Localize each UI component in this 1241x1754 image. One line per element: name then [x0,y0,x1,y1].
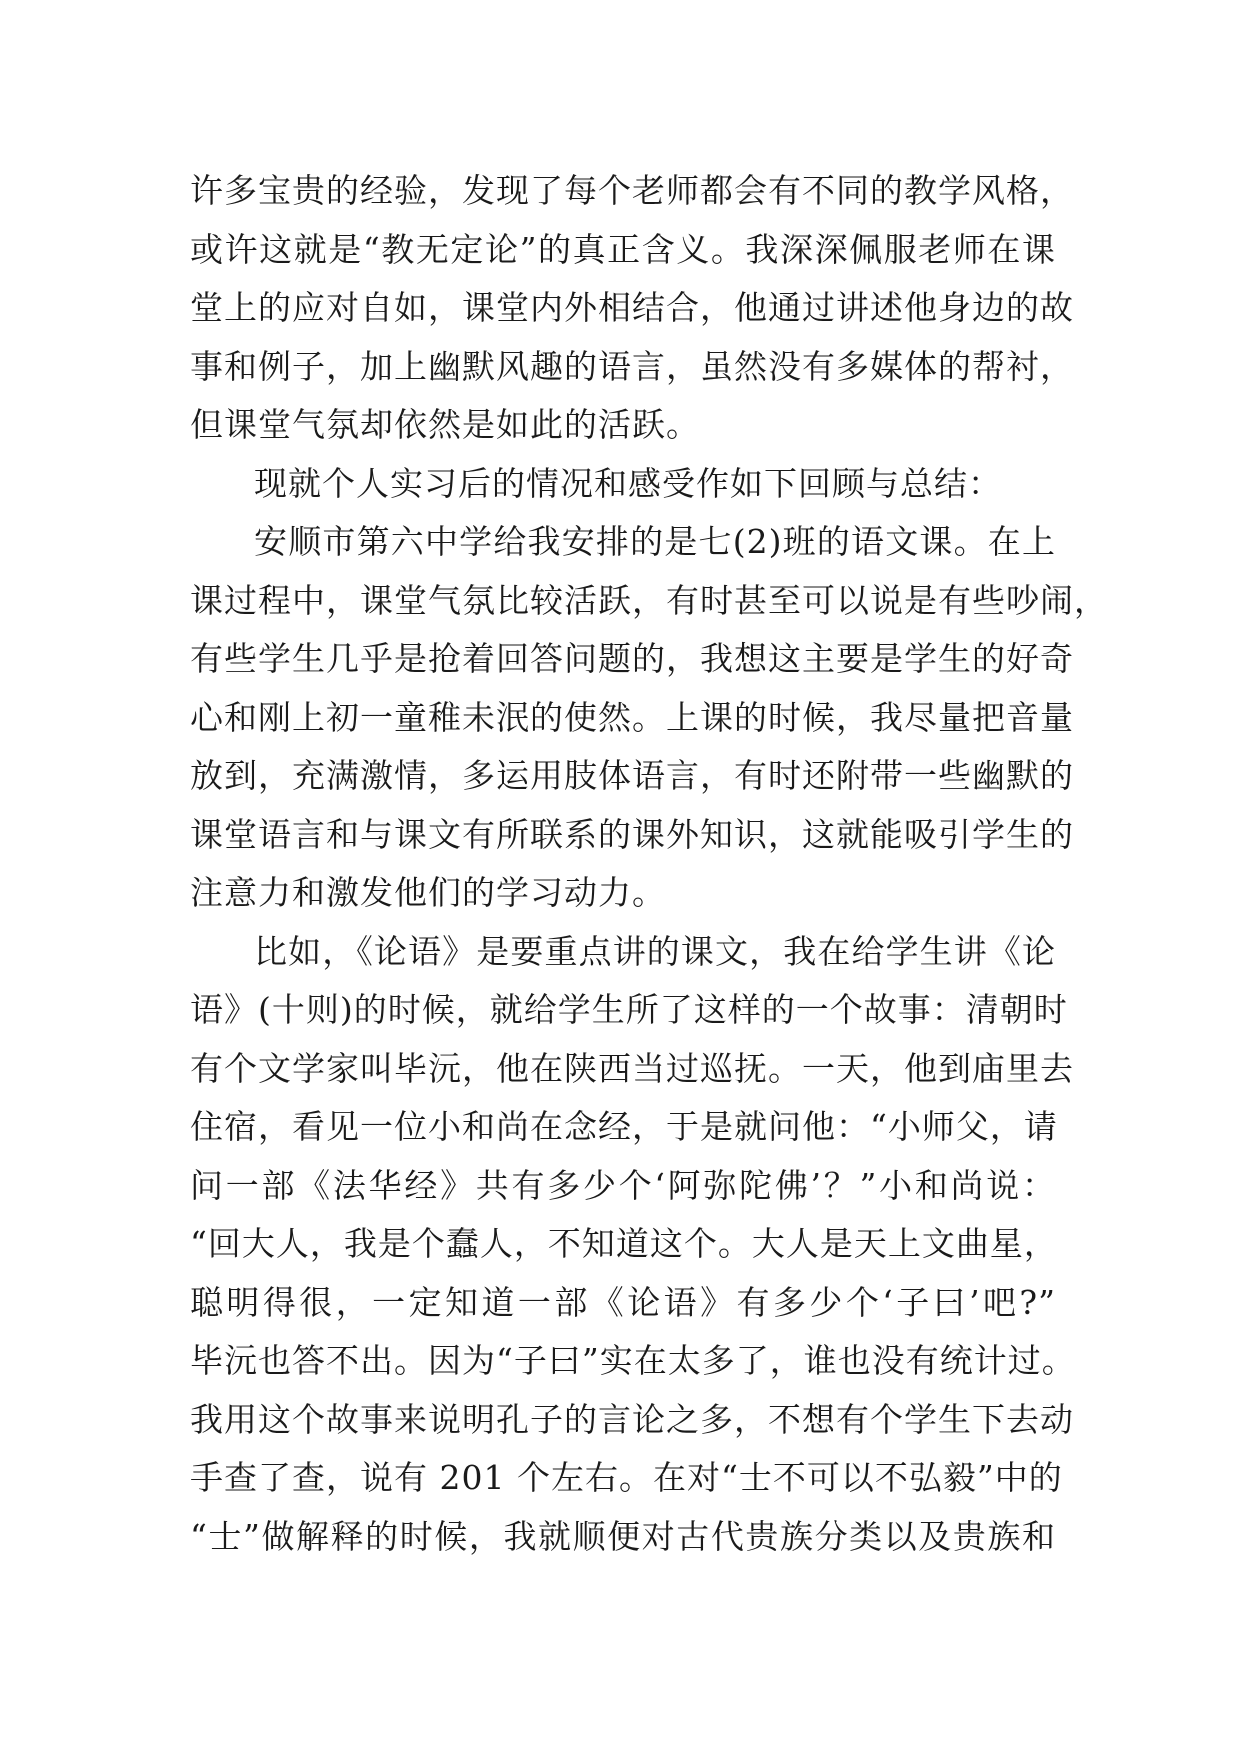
paragraph-first-line: 安顺市第六中学给我安排的是七(2)班的语文课。在上 [254,522,1056,561]
text-line: “回大人，我是个蠢人，不知道这个。大人是天上文曲星， [190,1224,1058,1263]
text-line: 有个文学家叫毕沅，他在陕西当过巡抚。一天，他到庙里去 [190,1048,1074,1088]
text-line: 聪明得很，一定知道一部《论语》有多少个‘子曰’吧?” [190,1282,1056,1322]
text-line: 我用这个故事来说明孔子的言论之多，不想有个学生下去动 [190,1399,1074,1439]
body-text [190,162,1108,1566]
text-line: 许多宝贵的经验，发现了每个老师都会有不同的教学风格， [190,171,1074,210]
text-line: 课过程中，课堂气氛比较活跃，有时甚至可以说是有些吵闹， [190,580,1108,620]
text-line: 住宿，看见一位小和尚在念经，于是就问他：“小师父，请 [190,1107,1058,1146]
paragraph-first-line: 比如，《论语》是要重点讲的课文，我在给学生讲《论 [254,931,1056,971]
text-line: 心和刚上初一童稚未泯的使然。上课的时候，我尽量把音量 [190,697,1074,737]
text-line: “士”做解释的时候，我就顺便对古代贵族分类以及贵族和 [190,1516,1056,1556]
text-line: 有些学生几乎是抢着回答问题的，我想这主要是学生的好奇 [190,639,1074,678]
text-line: 语》(十则)的时候，就给学生所了这样的一个故事：清朝时 [190,990,1068,1029]
paragraph-first-line: 现就个人实习后的情况和感受作如下回顾与总结： [254,463,1002,503]
text-line: 或许这就是“教无定论”的真正含义。我深深佩服老师在课 [190,229,1056,269]
text-line: 事和例子，加上幽默风趣的语言，虽然没有多媒体的帮衬， [190,346,1074,386]
text-line: 毕沅也答不出。因为“子曰”实在太多了，谁也没有统计过。 [190,1341,1076,1380]
text-line: 课堂语言和与课文有所联系的课外知识，这就能吸引学生的 [190,814,1074,854]
text-line: 但课堂气氛却依然是如此的活跃。 [190,405,700,444]
text-line: 注意力和激发他们的学习动力。 [190,873,666,912]
text-line: 问一部《法华经》共有多少个‘阿弥陀佛’？”小和尚说： [190,1165,1056,1205]
text-line: 手查了查，说有 201 个左右。在对“士不可以不弘毅”中的 [190,1458,1063,1497]
text-line: 放到，充满激情，多运用肢体语言，有时还附带一些幽默的 [190,756,1074,795]
text-line: 堂上的应对自如，课堂内外相结合，他通过讲述他身边的故 [190,288,1074,327]
